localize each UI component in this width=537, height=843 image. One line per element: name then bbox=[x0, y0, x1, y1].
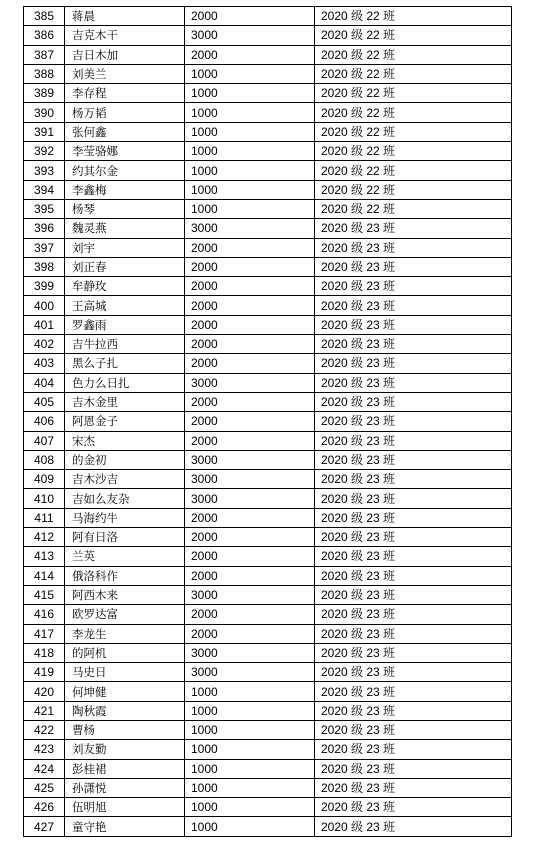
student-name-cell: 吉如么友杂 bbox=[65, 489, 185, 508]
amount-cell: 1000 bbox=[185, 682, 315, 701]
student-name-cell: 刘友勤 bbox=[65, 740, 185, 759]
table-row bbox=[24, 45, 512, 64]
student-name-cell: 吉日木加 bbox=[65, 45, 185, 64]
row-number-cell: 386 bbox=[24, 26, 65, 45]
class-cell: 2020 级 23 班 bbox=[315, 277, 512, 296]
table-row bbox=[24, 528, 512, 547]
class-cell: 2020 级 23 班 bbox=[315, 643, 512, 662]
table-row bbox=[24, 7, 512, 26]
table-row bbox=[24, 84, 512, 103]
student-name-cell: 李存程 bbox=[65, 84, 185, 103]
amount-cell: 2000 bbox=[185, 605, 315, 624]
class-cell: 2020 级 23 班 bbox=[315, 412, 512, 431]
table-row bbox=[24, 412, 512, 431]
class-cell: 2020 级 22 班 bbox=[315, 180, 512, 199]
student-name-cell: 宋杰 bbox=[65, 431, 185, 450]
amount-cell: 2000 bbox=[185, 315, 315, 334]
row-number-cell: 416 bbox=[24, 605, 65, 624]
amount-cell: 1000 bbox=[185, 817, 315, 836]
student-name-cell: 马海约牛 bbox=[65, 508, 185, 527]
student-name-cell: 色力么日扎 bbox=[65, 373, 185, 392]
student-name-cell: 约其尔金 bbox=[65, 161, 185, 180]
table-row bbox=[24, 682, 512, 701]
amount-cell: 1000 bbox=[185, 142, 315, 161]
row-number-cell: 410 bbox=[24, 489, 65, 508]
row-number-cell: 387 bbox=[24, 45, 65, 64]
student-name-cell: 李龙生 bbox=[65, 624, 185, 643]
amount-cell: 1000 bbox=[185, 161, 315, 180]
table-row bbox=[24, 335, 512, 354]
class-cell: 2020 级 23 班 bbox=[315, 470, 512, 489]
table-row bbox=[24, 257, 512, 276]
row-number-cell: 424 bbox=[24, 759, 65, 778]
class-cell: 2020 级 22 班 bbox=[315, 103, 512, 122]
amount-cell: 1000 bbox=[185, 84, 315, 103]
amount-cell: 1000 bbox=[185, 798, 315, 817]
amount-cell: 2000 bbox=[185, 277, 315, 296]
row-number-cell: 417 bbox=[24, 624, 65, 643]
class-cell: 2020 级 23 班 bbox=[315, 663, 512, 682]
amount-cell: 1000 bbox=[185, 720, 315, 739]
table-row bbox=[24, 508, 512, 527]
table-row bbox=[24, 566, 512, 585]
table-row bbox=[24, 778, 512, 797]
student-name-cell: 何坤健 bbox=[65, 682, 185, 701]
student-name-cell: 牟静玫 bbox=[65, 277, 185, 296]
row-number-cell: 427 bbox=[24, 817, 65, 836]
table-row bbox=[24, 605, 512, 624]
student-name-cell: 陶秋霞 bbox=[65, 701, 185, 720]
row-number-cell: 422 bbox=[24, 720, 65, 739]
student-name-cell: 欧罗达富 bbox=[65, 605, 185, 624]
class-cell: 2020 级 22 班 bbox=[315, 199, 512, 218]
table-row bbox=[24, 219, 512, 238]
student-name-cell: 吉木沙吉 bbox=[65, 470, 185, 489]
table-row bbox=[24, 354, 512, 373]
row-number-cell: 395 bbox=[24, 199, 65, 218]
class-cell: 2020 级 22 班 bbox=[315, 122, 512, 141]
class-cell: 2020 级 23 班 bbox=[315, 547, 512, 566]
student-name-cell: 杨万韬 bbox=[65, 103, 185, 122]
student-name-cell: 李莹骆娜 bbox=[65, 142, 185, 161]
student-name-cell: 黑么子扎 bbox=[65, 354, 185, 373]
student-name-cell: 吉牛拉西 bbox=[65, 335, 185, 354]
amount-cell: 1000 bbox=[185, 64, 315, 83]
table-row bbox=[24, 663, 512, 682]
class-cell: 2020 级 23 班 bbox=[315, 682, 512, 701]
class-cell: 2020 级 23 班 bbox=[315, 701, 512, 720]
row-number-cell: 398 bbox=[24, 257, 65, 276]
amount-cell: 1000 bbox=[185, 759, 315, 778]
class-cell: 2020 级 23 班 bbox=[315, 740, 512, 759]
amount-cell: 1000 bbox=[185, 180, 315, 199]
amount-cell: 2000 bbox=[185, 354, 315, 373]
class-cell: 2020 级 23 班 bbox=[315, 450, 512, 469]
table-row bbox=[24, 759, 512, 778]
class-cell: 2020 级 23 班 bbox=[315, 431, 512, 450]
amount-cell: 1000 bbox=[185, 103, 315, 122]
student-name-cell: 李鑫梅 bbox=[65, 180, 185, 199]
row-number-cell: 418 bbox=[24, 643, 65, 662]
amount-cell: 2000 bbox=[185, 547, 315, 566]
row-number-cell: 392 bbox=[24, 142, 65, 161]
table-row bbox=[24, 199, 512, 218]
class-cell: 2020 级 23 班 bbox=[315, 798, 512, 817]
class-cell: 2020 级 23 班 bbox=[315, 489, 512, 508]
amount-cell: 1000 bbox=[185, 199, 315, 218]
row-number-cell: 408 bbox=[24, 450, 65, 469]
row-number-cell: 421 bbox=[24, 701, 65, 720]
class-cell: 2020 级 22 班 bbox=[315, 161, 512, 180]
amount-cell: 2000 bbox=[185, 528, 315, 547]
table-row bbox=[24, 431, 512, 450]
student-name-cell: 阿西木来 bbox=[65, 585, 185, 604]
row-number-cell: 412 bbox=[24, 528, 65, 547]
table-row bbox=[24, 720, 512, 739]
class-cell: 2020 级 23 班 bbox=[315, 238, 512, 257]
table-row bbox=[24, 161, 512, 180]
amount-cell: 3000 bbox=[185, 585, 315, 604]
table-row bbox=[24, 585, 512, 604]
table-row bbox=[24, 740, 512, 759]
row-number-cell: 397 bbox=[24, 238, 65, 257]
class-cell: 2020 级 23 班 bbox=[315, 566, 512, 585]
table-row bbox=[24, 798, 512, 817]
amount-cell: 3000 bbox=[185, 219, 315, 238]
student-name-cell: 杨琴 bbox=[65, 199, 185, 218]
amount-cell: 2000 bbox=[185, 238, 315, 257]
row-number-cell: 403 bbox=[24, 354, 65, 373]
student-name-cell: 的金初 bbox=[65, 450, 185, 469]
student-name-cell: 刘宇 bbox=[65, 238, 185, 257]
row-number-cell: 405 bbox=[24, 392, 65, 411]
student-name-cell: 童守艳 bbox=[65, 817, 185, 836]
amount-cell: 2000 bbox=[185, 7, 315, 26]
class-cell: 2020 级 23 班 bbox=[315, 759, 512, 778]
class-cell: 2020 级 23 班 bbox=[315, 373, 512, 392]
amount-cell: 2000 bbox=[185, 335, 315, 354]
row-number-cell: 390 bbox=[24, 103, 65, 122]
row-number-cell: 411 bbox=[24, 508, 65, 527]
row-number-cell: 391 bbox=[24, 122, 65, 141]
roster-table bbox=[23, 6, 512, 837]
table-row bbox=[24, 103, 512, 122]
class-cell: 2020 级 22 班 bbox=[315, 64, 512, 83]
row-number-cell: 413 bbox=[24, 547, 65, 566]
class-cell: 2020 级 22 班 bbox=[315, 84, 512, 103]
class-cell: 2020 级 23 班 bbox=[315, 817, 512, 836]
student-name-cell: 马史日 bbox=[65, 663, 185, 682]
class-cell: 2020 级 23 班 bbox=[315, 778, 512, 797]
amount-cell: 3000 bbox=[185, 663, 315, 682]
amount-cell: 1000 bbox=[185, 778, 315, 797]
amount-cell: 2000 bbox=[185, 257, 315, 276]
class-cell: 2020 级 23 班 bbox=[315, 508, 512, 527]
table-row bbox=[24, 373, 512, 392]
class-cell: 2020 级 23 班 bbox=[315, 296, 512, 315]
table-row bbox=[24, 296, 512, 315]
student-name-cell: 兰英 bbox=[65, 547, 185, 566]
student-name-cell: 的阿机 bbox=[65, 643, 185, 662]
row-number-cell: 393 bbox=[24, 161, 65, 180]
class-cell: 2020 级 23 班 bbox=[315, 624, 512, 643]
amount-cell: 3000 bbox=[185, 489, 315, 508]
table-row bbox=[24, 624, 512, 643]
table-row bbox=[24, 392, 512, 411]
row-number-cell: 394 bbox=[24, 180, 65, 199]
table-row bbox=[24, 180, 512, 199]
student-name-cell: 张何鑫 bbox=[65, 122, 185, 141]
student-name-cell: 罗鑫雨 bbox=[65, 315, 185, 334]
student-name-cell: 阿有日洛 bbox=[65, 528, 185, 547]
student-name-cell: 王高城 bbox=[65, 296, 185, 315]
student-name-cell: 曹杨 bbox=[65, 720, 185, 739]
row-number-cell: 406 bbox=[24, 412, 65, 431]
class-cell: 2020 级 23 班 bbox=[315, 315, 512, 334]
class-cell: 2020 级 23 班 bbox=[315, 720, 512, 739]
row-number-cell: 419 bbox=[24, 663, 65, 682]
class-cell: 2020 级 23 班 bbox=[315, 528, 512, 547]
row-number-cell: 423 bbox=[24, 740, 65, 759]
class-cell: 2020 级 23 班 bbox=[315, 219, 512, 238]
table-row bbox=[24, 238, 512, 257]
row-number-cell: 401 bbox=[24, 315, 65, 334]
table-row bbox=[24, 470, 512, 489]
row-number-cell: 426 bbox=[24, 798, 65, 817]
class-cell: 2020 级 22 班 bbox=[315, 26, 512, 45]
class-cell: 2020 级 22 班 bbox=[315, 142, 512, 161]
row-number-cell: 415 bbox=[24, 585, 65, 604]
amount-cell: 3000 bbox=[185, 470, 315, 489]
class-cell: 2020 级 22 班 bbox=[315, 7, 512, 26]
student-name-cell: 蒋晨 bbox=[65, 7, 185, 26]
amount-cell: 2000 bbox=[185, 624, 315, 643]
amount-cell: 1000 bbox=[185, 740, 315, 759]
row-number-cell: 385 bbox=[24, 7, 65, 26]
amount-cell: 3000 bbox=[185, 450, 315, 469]
table-row bbox=[24, 142, 512, 161]
class-cell: 2020 级 23 班 bbox=[315, 354, 512, 373]
student-name-cell: 魏灵燕 bbox=[65, 219, 185, 238]
table-row bbox=[24, 547, 512, 566]
student-name-cell: 吉克木干 bbox=[65, 26, 185, 45]
table-row bbox=[24, 450, 512, 469]
table-row bbox=[24, 701, 512, 720]
amount-cell: 3000 bbox=[185, 373, 315, 392]
row-number-cell: 409 bbox=[24, 470, 65, 489]
table-row bbox=[24, 315, 512, 334]
student-name-cell: 孙潇悦 bbox=[65, 778, 185, 797]
table-row bbox=[24, 122, 512, 141]
row-number-cell: 400 bbox=[24, 296, 65, 315]
amount-cell: 2000 bbox=[185, 431, 315, 450]
amount-cell: 2000 bbox=[185, 392, 315, 411]
student-name-cell: 伍明旭 bbox=[65, 798, 185, 817]
row-number-cell: 388 bbox=[24, 64, 65, 83]
amount-cell: 3000 bbox=[185, 643, 315, 662]
row-number-cell: 425 bbox=[24, 778, 65, 797]
student-name-cell: 阿恩金子 bbox=[65, 412, 185, 431]
row-number-cell: 404 bbox=[24, 373, 65, 392]
amount-cell: 2000 bbox=[185, 412, 315, 431]
student-name-cell: 刘美兰 bbox=[65, 64, 185, 83]
table-row bbox=[24, 817, 512, 836]
amount-cell: 1000 bbox=[185, 122, 315, 141]
student-name-cell: 吉木金里 bbox=[65, 392, 185, 411]
amount-cell: 2000 bbox=[185, 566, 315, 585]
row-number-cell: 396 bbox=[24, 219, 65, 238]
amount-cell: 1000 bbox=[185, 701, 315, 720]
class-cell: 2020 级 23 班 bbox=[315, 585, 512, 604]
table-row bbox=[24, 26, 512, 45]
roster-table-body bbox=[24, 7, 512, 837]
amount-cell: 3000 bbox=[185, 26, 315, 45]
class-cell: 2020 级 23 班 bbox=[315, 257, 512, 276]
student-name-cell: 彭桂裙 bbox=[65, 759, 185, 778]
amount-cell: 2000 bbox=[185, 296, 315, 315]
table-row bbox=[24, 643, 512, 662]
row-number-cell: 389 bbox=[24, 84, 65, 103]
table-row bbox=[24, 489, 512, 508]
amount-cell: 2000 bbox=[185, 508, 315, 527]
amount-cell: 2000 bbox=[185, 45, 315, 64]
student-name-cell: 俄洛科作 bbox=[65, 566, 185, 585]
row-number-cell: 407 bbox=[24, 431, 65, 450]
table-row bbox=[24, 277, 512, 296]
class-cell: 2020 级 23 班 bbox=[315, 392, 512, 411]
row-number-cell: 402 bbox=[24, 335, 65, 354]
table-row bbox=[24, 64, 512, 83]
row-number-cell: 420 bbox=[24, 682, 65, 701]
class-cell: 2020 级 23 班 bbox=[315, 605, 512, 624]
class-cell: 2020 级 23 班 bbox=[315, 335, 512, 354]
row-number-cell: 414 bbox=[24, 566, 65, 585]
row-number-cell: 399 bbox=[24, 277, 65, 296]
student-name-cell: 刘正春 bbox=[65, 257, 185, 276]
class-cell: 2020 级 22 班 bbox=[315, 45, 512, 64]
